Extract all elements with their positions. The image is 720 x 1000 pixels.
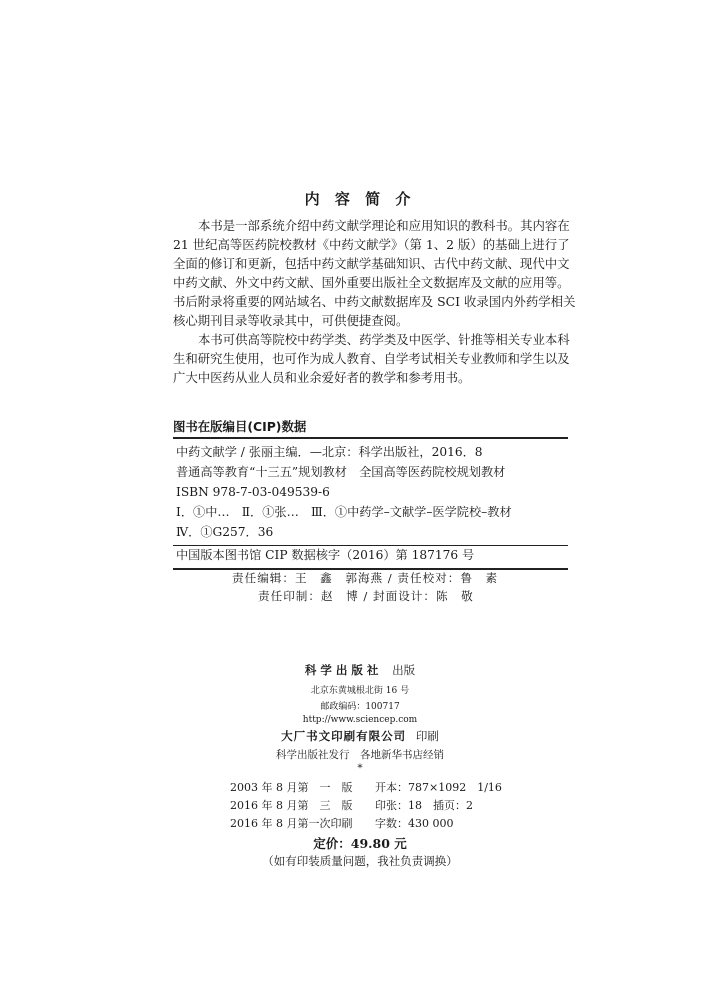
text-line: 本书可供高等院校中药学类、药学类及中医学、针推等相关专业本科 (198, 332, 570, 347)
quality-notice: （如有印装质量问题，我社负责调换） (262, 854, 458, 868)
cip-line: 普通高等教育“十三五”规划教材 全国高等医药院校规划教材 (176, 465, 506, 479)
edition-row (230, 779, 502, 795)
summary-title: 内 容 简 介 (304, 190, 416, 208)
edition-spec: 印张：18 插页：2 (375, 799, 473, 812)
publisher-url: http://www.sciencep.com (302, 715, 418, 725)
cip-line: ISBN 978-7-03-049539-6 (176, 485, 330, 499)
printer-line (0, 728, 720, 744)
edition-date: 2003 年 8 月第 一 版 (230, 781, 353, 794)
edition-date: 2016 年 8 月第一次印刷 (230, 817, 353, 830)
text-line: 生和研究生使用，也可作为成人教育、自学考试相关专业教师和学生以及 (173, 351, 570, 366)
cip-line: 中国版本图书馆 CIP 数据核字（2016）第 187176 号 (176, 548, 475, 562)
edition-date: 2016 年 8 月第 三 版 (230, 799, 353, 812)
edition-row (230, 815, 454, 831)
credits-editors: 责任编辑：王 鑫 郭海燕 / 责任校对：鲁 素 (232, 571, 499, 585)
publisher-postcode: 邮政编码：100717 (320, 702, 400, 712)
publisher-name: 科学出版社 (304, 663, 383, 677)
summary-paragraph-2 (173, 330, 570, 387)
publisher-role: 出版 (392, 663, 416, 677)
printer-name: 大厂书文印刷有限公司 (281, 729, 407, 743)
text-line: 广大中医药从业人员和业余爱好者的教学和参考用书。 (173, 370, 471, 385)
printer-role: 印刷 (415, 729, 439, 743)
publisher-address: 北京东黄城根北街 16 号 (310, 686, 410, 696)
text-line: 书后附录将重要的网站域名、中药文献数据库及 SCI 收录国内外药学相关 (173, 294, 576, 309)
cip-line: Ⅰ．①中… Ⅱ．①张… Ⅲ．①中药学–文献学–医学院校–教材 (176, 505, 512, 519)
summary-paragraph-1 (173, 216, 576, 330)
text-line: 全面的修订和更新，包括中药文献学基础知识、古代中药文献、现代中文 (173, 256, 570, 271)
text-line: 本书是一部系统介绍中药文献学理论和应用知识的教科书。其内容在 (198, 218, 570, 233)
edition-spec: 开本：787×1092 1/16 (375, 781, 502, 794)
publisher-line (0, 662, 720, 678)
text-line: 核心期刊目录等收录其中，可供便捷查阅。 (173, 313, 409, 328)
price: 定价：49.80 元 (313, 836, 407, 851)
text-line: 中药文献、外文中药文献、国外重要出版社全文数据库及文献的应用等。 (173, 275, 570, 290)
cip-line: Ⅳ．①G257．36 (176, 525, 274, 539)
cip-heading: 图书在版编目(CIP)数据 (173, 419, 307, 434)
edition-row (230, 797, 473, 813)
text-line: 21 世纪高等医药院校教材《中药文献学》（第 1、2 版）的基础上进行了 (173, 237, 570, 252)
separator-star: * (357, 762, 363, 774)
distribution-line: 科学出版社发行 各地新华书店经销 (276, 749, 444, 761)
credits-production: 责任印制：赵 博 / 封面设计：陈 敬 (258, 589, 474, 603)
cip-top-rule (173, 437, 568, 439)
cip-line: 中药文献学 / 张丽主编．—北京：科学出版社，2016．8 (176, 445, 483, 459)
edition-spec: 字数：430 000 (375, 817, 454, 830)
